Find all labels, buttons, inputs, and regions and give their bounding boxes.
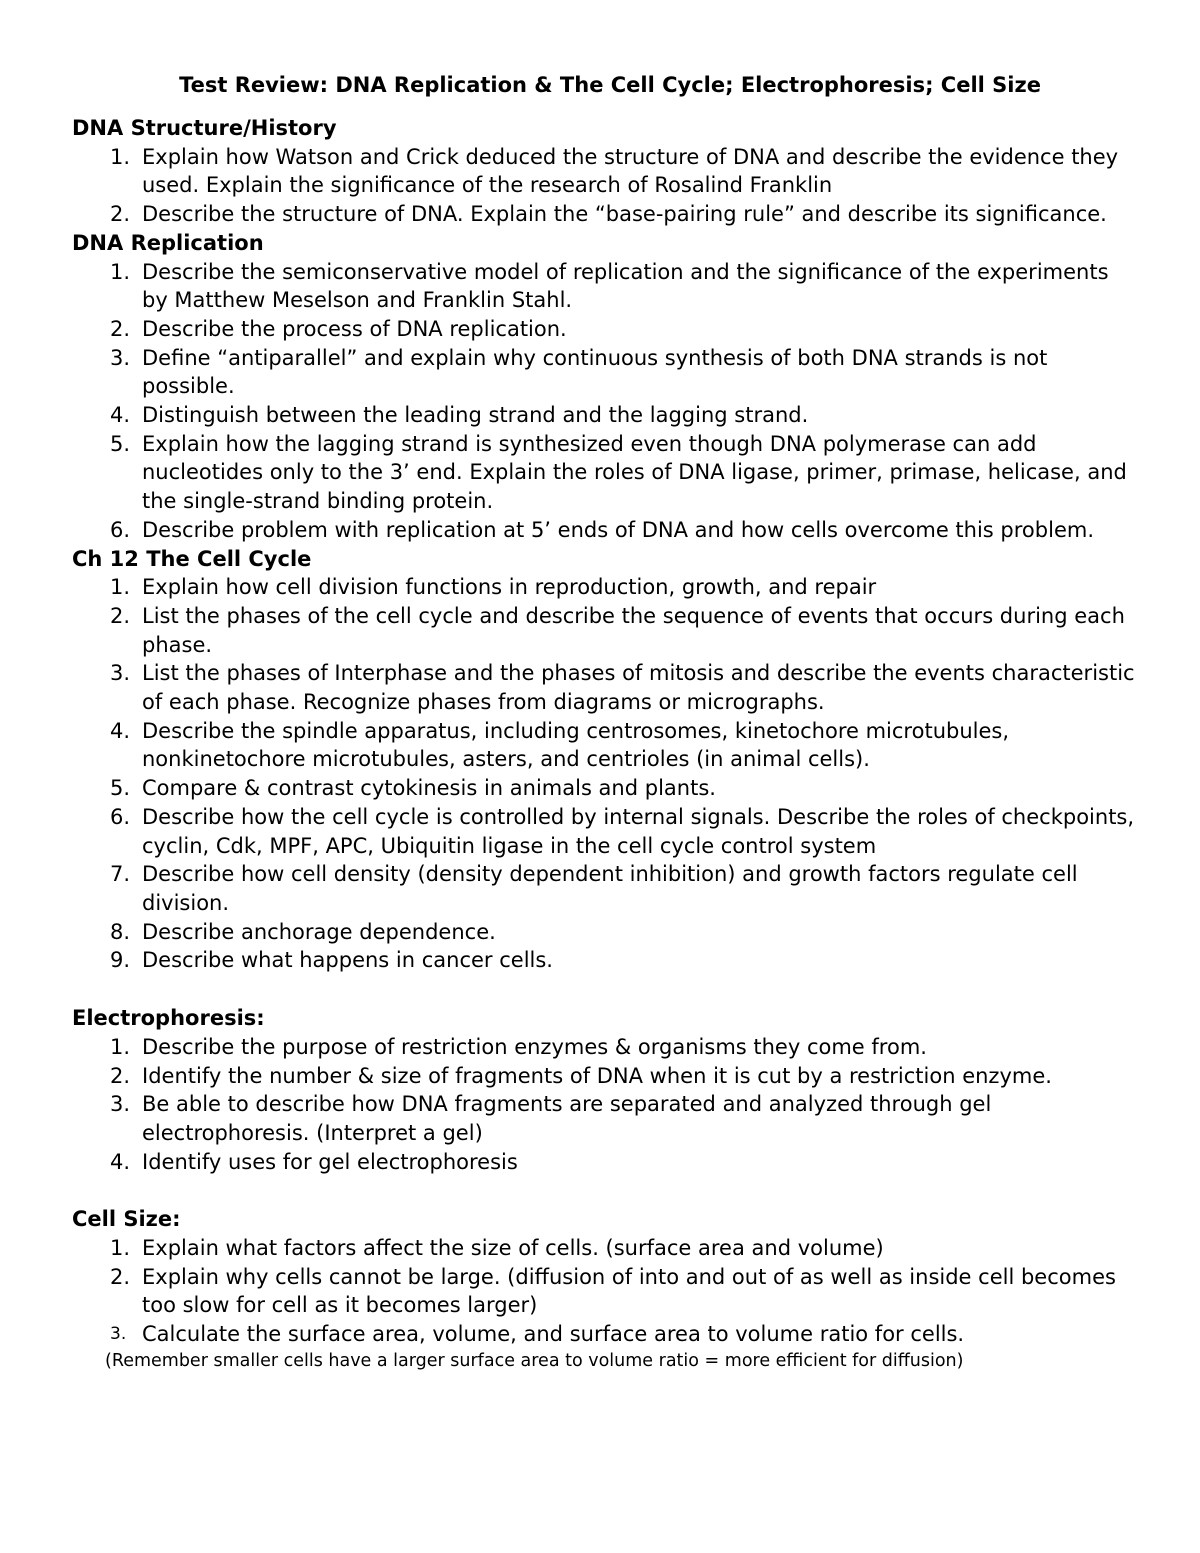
item-number: 1. [110, 144, 131, 169]
item-number: 5. [110, 776, 131, 801]
list-item [72, 717, 1140, 774]
list-item [72, 1234, 1140, 1263]
section-spacer [72, 975, 1140, 1004]
item-number: 2. [110, 1063, 131, 1088]
list-item [72, 1263, 1140, 1320]
item-number: 8. [110, 919, 131, 944]
question-list [72, 258, 1140, 545]
item-number: 9. [110, 948, 131, 973]
list-item [72, 602, 1140, 659]
question-list [72, 143, 1140, 229]
item-number: 5. [110, 431, 131, 456]
item-text: Be able to describe how DNA fragments are separated and analyzed through gel electrophoresis. (Interpret a gel) [142, 1092, 992, 1145]
item-text: Identify the number & size of fragments of DNA when it is cut by a restriction enzyme. [142, 1063, 1052, 1088]
list-item [72, 344, 1140, 401]
section-heading: Cell Size: [72, 1207, 181, 1232]
item-number: 3. [110, 1092, 131, 1117]
item-number: 7. [110, 862, 131, 887]
list-item [72, 1062, 1140, 1091]
item-number: 6. [110, 517, 131, 542]
item-number: 2. [110, 202, 131, 227]
item-text: Distinguish between the leading strand and the lagging strand. [142, 403, 809, 428]
question-list [72, 1033, 1140, 1177]
item-number: 2. [110, 316, 131, 341]
item-text: Describe the structure of DNA. Explain the “base-pairing rule” and describe its significance. [142, 202, 1107, 227]
item-text: Explain how the lagging strand is synthesized even though DNA polymerase can add nucleotides only to the 3’ end. Explain the roles of DNA ligase, primer, primase, helicase, and the single-strand binding protein. [142, 431, 1127, 514]
section-heading: DNA Structure/History [72, 116, 337, 140]
section-cell-size [72, 1205, 1140, 1373]
item-text: Describe the process of DNA replication. [142, 316, 567, 341]
item-text: Explain why cells cannot be large. (diffusion of into and out of as well as inside cell becomes too slow for cell as it becomes larger) [142, 1264, 1116, 1318]
list-item [72, 803, 1140, 860]
item-number: 1. [110, 259, 131, 284]
item-text: Explain how cell division functions in reproduction, growth, and repair [142, 575, 877, 600]
list-item [72, 401, 1140, 430]
item-text: Describe the semiconservative model of replication and the significance of the experiments by Matthew Meselson and Franklin Stahl. [142, 259, 1109, 313]
section-heading: Ch 12 The Cell Cycle [72, 546, 312, 571]
item-number: 6. [110, 804, 131, 829]
list-item [72, 573, 1140, 602]
item-text: Describe how cell density (density dependent inhibition) and growth factors regulate cell division. [142, 862, 1078, 915]
item-number: 3. [110, 1324, 127, 1345]
question-list [72, 573, 1140, 975]
item-number: 3. [110, 661, 131, 686]
list-item [72, 918, 1140, 947]
list-item [72, 860, 1140, 917]
section-heading: Electrophoresis: [72, 1006, 265, 1031]
item-text: Explain how Watson and Crick deduced the structure of DNA and describe the evidence they used. Explain the significance of the research of Rosalind Franklin [142, 144, 1119, 198]
section-dna-replication [72, 229, 1140, 545]
list-item [72, 1090, 1140, 1147]
item-number: 3. [110, 345, 131, 370]
item-text: Identify uses for gel electrophoresis [142, 1149, 518, 1174]
list-item [72, 1033, 1140, 1062]
list-item [72, 516, 1140, 545]
list-item [72, 1148, 1140, 1177]
item-number: 4. [110, 718, 131, 743]
item-text: Describe how the cell cycle is controlled by internal signals. Describe the roles of checkpoints, cyclin, Cdk, MPF, APC, Ubiquitin ligase in the cell cycle control system [142, 804, 1135, 858]
item-number: 1. [110, 575, 131, 600]
list-item [72, 1320, 1140, 1349]
item-number: 2. [110, 603, 131, 628]
item-text: Calculate the surface area, volume, and surface area to volume ratio for cells. [142, 1322, 965, 1347]
page-title: Test Review: DNA Replication & The Cell Cycle; Electrophoresis; Cell Size [179, 73, 1041, 97]
section-heading: DNA Replication [72, 230, 264, 255]
item-text: Describe problem with replication at 5’ ends of DNA and how cells overcome this problem. [142, 517, 1094, 542]
item-number: 1. [110, 1236, 131, 1261]
item-number: 4. [110, 403, 131, 428]
item-text: Define “antiparallel” and explain why continuous synthesis of both DNA strands is not possible. [142, 345, 1048, 399]
list-item [72, 143, 1140, 200]
list-item [72, 315, 1140, 344]
item-number: 4. [110, 1149, 131, 1174]
list-item [72, 200, 1140, 229]
section-electrophoresis [72, 1004, 1140, 1176]
item-text: List the phases of Interphase and the phases of mitosis and describe the events characteristic of each phase. Recognize phases from diagrams or micrographs. [142, 661, 1135, 715]
item-text: Describe the purpose of restriction enzymes & organisms they come from. [142, 1034, 927, 1059]
list-item [72, 659, 1140, 716]
section-spacer [72, 1176, 1140, 1205]
item-text: Explain what factors affect the size of cells. (surface area and volume) [142, 1236, 884, 1261]
section-cell-cycle [72, 545, 1140, 976]
footnote: (Remember smaller cells have a larger surface area to volume ratio = more efficient for diffusion) [105, 1350, 964, 1371]
list-item [72, 430, 1140, 516]
item-text: Describe what happens in cancer cells. [142, 948, 553, 973]
list-item [72, 774, 1140, 803]
item-text: List the phases of the cell cycle and describe the sequence of events that occurs during each phase. [142, 603, 1125, 657]
question-list [72, 1234, 1140, 1349]
item-text: Describe the spindle apparatus, including centrosomes, kinetochore microtubules, nonkinetochore microtubules, asters, and centrioles (in animal cells). [142, 718, 1010, 772]
section-dna-structure [72, 114, 1140, 229]
item-number: 2. [110, 1264, 131, 1289]
list-item [72, 946, 1140, 975]
item-text: Compare & contrast cytokinesis in animals and plants. [142, 776, 716, 801]
item-number: 1. [110, 1034, 131, 1059]
item-text: Describe anchorage dependence. [142, 919, 496, 944]
list-item [72, 258, 1140, 315]
